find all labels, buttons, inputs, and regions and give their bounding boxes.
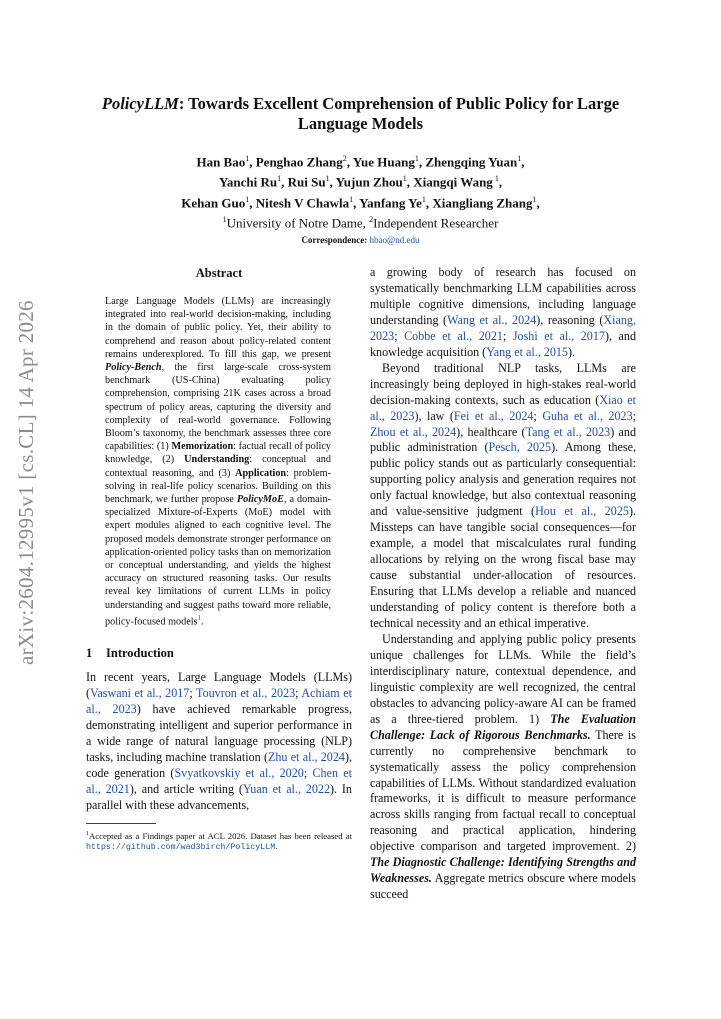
citation-link[interactable]: Zhu et al., 2024 [267,750,345,765]
text-run: ), healthcare ( [456,424,526,439]
author-affiliation-mark: 1 [421,194,426,204]
author-separator: , [353,194,360,210]
text-run: ). Missteps can have tangible social consequences—for example, a model that miscalculates rural funding allocations by relying on the wrong fiscal base may cause substantial under-allocation of resources. Ensuring that LLMs develop a reliable and nuanced understanding of policy content is therefore both a technical necessity and an ethical imperative. [370,504,636,630]
text-run: ), and knowledge acquisition ( [370,328,636,359]
text-run: Aggregate metrics obscure where models succeed [370,871,636,902]
citation-link[interactable]: Xiao et al., 2023 [370,392,636,423]
author-name: Nitesh V Chawla [255,194,350,210]
body-paragraph [370,361,636,632]
text-run: Beyond traditional NLP tasks, LLMs are increasingly being deployed in high-stakes real-world decision-making contexts, such as education ( [370,360,636,407]
author-name: Yanchi Ru [218,174,278,190]
citation-link[interactable]: Yuan et al., 2022 [242,782,330,797]
author-affiliation-mark: 2 [342,154,347,163]
text-run: ). In parallel with these advancements, [86,782,352,813]
title-model-name: PolicyLLM [101,94,179,113]
author-affiliation-mark: 1 [414,154,419,163]
text-run: ), reasoning ( [536,312,604,327]
author-affiliation-mark: 1 [245,194,250,204]
abstract-heading: Abstract [195,266,243,280]
abstract-text-run: , the first large-scale cross-system benchmark (US-China) evaluating policy comprehension, comprising 21K cases across a broad spectrum of policy areas, capturing the diversity and complexity of real-world governance. Following Bloom’s taxonomy, the benchmark assesses three core capabilities: (1) [105,362,331,453]
abstract-text-run: . [201,616,204,628]
abstract-text-run: : conceptual and contextual reasoning, and (3) [105,454,331,479]
section-heading-introduction [86,645,352,661]
footnote-mark-link[interactable]: 1 [197,613,202,622]
author-separator: , [281,174,288,190]
text-run: ; [632,408,636,423]
body-paragraph [370,632,636,903]
text-run: In recent years, Large Language Models (LLMs) ( [86,670,352,701]
citation-link[interactable]: Touvron et al., 2023 [196,686,296,701]
author-name: Yue Huang [352,154,415,170]
citation-link[interactable]: Achiam et al., 2023 [86,686,352,717]
paper-title [80,94,641,134]
benchmark-name: Policy-Bench [105,362,162,374]
author-separator: , [425,194,433,210]
text-run: ). [567,344,576,359]
citation-link[interactable]: Yang et al., 2015 [486,344,568,359]
author-block [80,150,641,247]
section-number: 1 [86,646,93,661]
text-run: ; [533,408,543,423]
citation-link[interactable]: Xiang, 2023 [370,312,636,343]
author-affiliation-mark: 1 [532,194,537,204]
abstract-text-run: : factual recall of policy knowledge, (2) [105,441,331,466]
author-affiliation-mark: 1 [349,194,354,204]
title-line1-rest: : Towards Excellent Comprehension of Public Policy for Large [178,94,620,113]
affiliation-mark: 1 [222,214,227,224]
footnote-mark: 1 [86,831,89,838]
author-separator: , [498,174,503,190]
text-run: ; [502,328,513,343]
author-separator: , [346,154,353,170]
model-name: PolicyMoE [236,494,284,506]
left-column [86,265,352,854]
dataset-url-link[interactable]: https://github.com/wad3birch/PolicyLLM [86,843,276,853]
author-name: Xiangliang Zhang [432,194,533,210]
text-run: ; [295,686,302,701]
author-name: Kehan Guo [181,194,246,210]
body-paragraph [370,265,636,361]
right-column [370,265,636,903]
citation-link[interactable]: Fei et al., 2024 [453,408,534,423]
citation-link[interactable]: Vaswani et al., 2017 [90,686,190,701]
citation-link[interactable]: Chen et al., 2021 [86,766,353,797]
author-name: Xiangqi Wang [413,174,493,190]
text-run: There is currently no comprehensive benchmark to systematically assess the policy comprehension capabilities of LLMs. Without standardized evaluation frameworks, it is difficult to measure performance across skills ranging from factual recall to conceptual reasoning and practical application, hindering objective comparison and targeted improvement. 2) [370,727,636,854]
abstract-text-run: Large Language Models (LLMs) are increasingly integrated into real-world decision-making, including in the domain of public policy. Yet, their ability to comprehend and reason about policy-related content remains underexplored. To fill this gap, we present [105,296,331,360]
author-affiliation-mark: 1 [402,174,407,184]
footnote [86,829,352,854]
arxiv-id-text: arXiv:2604.12995v1 [cs.CL] 14 Apr 2026 [14,300,38,665]
challenge-heading-evaluation: The Evaluation Challenge: Lack of Rigorous Benchmarks. [370,711,636,742]
author-line-1 [80,150,641,170]
author-affiliation-mark: 1 [517,154,522,163]
challenge-heading-diagnostic: The Diagnostic Challenge: Identifying Strengths and Weaknesses. [370,855,636,886]
correspondence-email-link[interactable]: hbao@nd.edu [369,235,420,246]
text-run: a growing body of research has focused on systematically benchmarking LLM capabilities across multiple cognitive dimensions, including language understanding ( [370,265,636,327]
text-run: ). Among these, public policy stands out as particularly consequential: supporting policy analysis and generation requires not only factual knowledge, but also contextual reasoning and value-sensitive judgment ( [370,440,636,519]
capability-understanding: Understanding [184,454,250,466]
citation-link[interactable]: Guha et al., 2023 [542,408,633,423]
affiliation-mark: 2 [369,214,374,224]
author-name: Han Bao [196,154,246,170]
capability-application: Application [235,467,287,479]
citation-link[interactable]: Pesch, 2025 [488,440,552,455]
author-separator: , [406,174,414,190]
footnote-text: Accepted as a Findings paper at ACL 2026. Dataset has been released at [89,830,352,841]
text-run: ) and public administration ( [370,424,637,455]
citation-link[interactable]: Tang et al., 2023 [525,424,611,439]
affiliation-text: University of Notre Dame, [226,215,370,231]
text-run: Understanding and applying public policy presents unique challenges for LLMs. While the field’s interdisciplinary nature, contextual dependence, and linguistic complexity are well recognized, the central obstacles to advancing policy-aware AI can be framed as a three-tiered problem. 1) [370,631,636,726]
author-line-3 [80,191,641,211]
author-separator: , [521,154,525,170]
author-name: Yujun Zhou [335,174,403,190]
text-run: ; [189,686,197,701]
footnote-text: . [275,841,278,852]
author-separator: , [329,174,336,190]
author-separator: , [418,154,426,170]
author-affiliation-mark: 1 [277,174,282,184]
author-name: Rui Su [287,174,326,190]
text-run: ), and article writing ( [129,782,243,797]
author-affiliation-mark: 1 [492,174,499,184]
affiliation-text: Independent Researcher [373,215,499,231]
author-separator: , [249,154,256,170]
citation-link[interactable]: Zhou et al., 2024 [370,424,457,439]
correspondence [80,233,641,247]
text-run: ; [303,766,313,781]
text-run: ), code generation ( [86,750,352,781]
capability-memorization: Memorization [171,441,234,453]
text-run: ), law ( [414,408,454,423]
title-line2: Language Models [297,114,424,133]
author-affiliation-mark: 1 [245,154,250,163]
author-name: Yanfang Ye [359,194,422,210]
affiliations [80,211,641,231]
intro-paragraph [86,670,352,814]
author-name: Penghao Zhang [255,154,343,170]
author-affiliation-mark: 1 [325,174,330,184]
abstract-text-run: : problem-solving in real-life policy scenarios. Building on this benchmark, we further propose [105,467,331,506]
abstract-text [105,295,331,628]
citation-link[interactable]: Cobbe et al., 2021 [404,328,503,343]
text-run: ; [394,328,405,343]
citation-link[interactable]: Joshi et al., 2017 [512,328,605,343]
author-line-2 [80,170,641,190]
text-run: ) have achieved remarkable progress, demonstrating intelligent and superior performance in a wide range of natural language processing (NLP) tasks, including machine translation ( [86,702,352,765]
footnote-divider [86,823,156,824]
citation-link[interactable]: Hou et al., 2025 [535,504,629,519]
section-title: Introduction [106,646,174,661]
author-name: Zhengqing Yuan [425,154,518,170]
abstract-text-run: , a domain-specialized Mixture-of-Experts (MoE) model with expert modules aligned to each cognitive level. The proposed models demonstrate stronger performance on application-oriented policy tasks than on memorization or conceptual understanding, and yields the highest accuracy on structured reasoning tasks. Our results reveal key limitations of current LLMs in policy understanding and suggest paths toward more reliable, policy-focused models [105,494,331,628]
correspondence-label: Correspondence: [301,235,368,246]
author-separator: , [249,194,256,210]
citation-link[interactable]: Wang et al., 2024 [447,312,537,327]
author-separator: , [536,194,540,210]
citation-link[interactable]: Svyatkovskiy et al., 2020 [174,766,304,781]
